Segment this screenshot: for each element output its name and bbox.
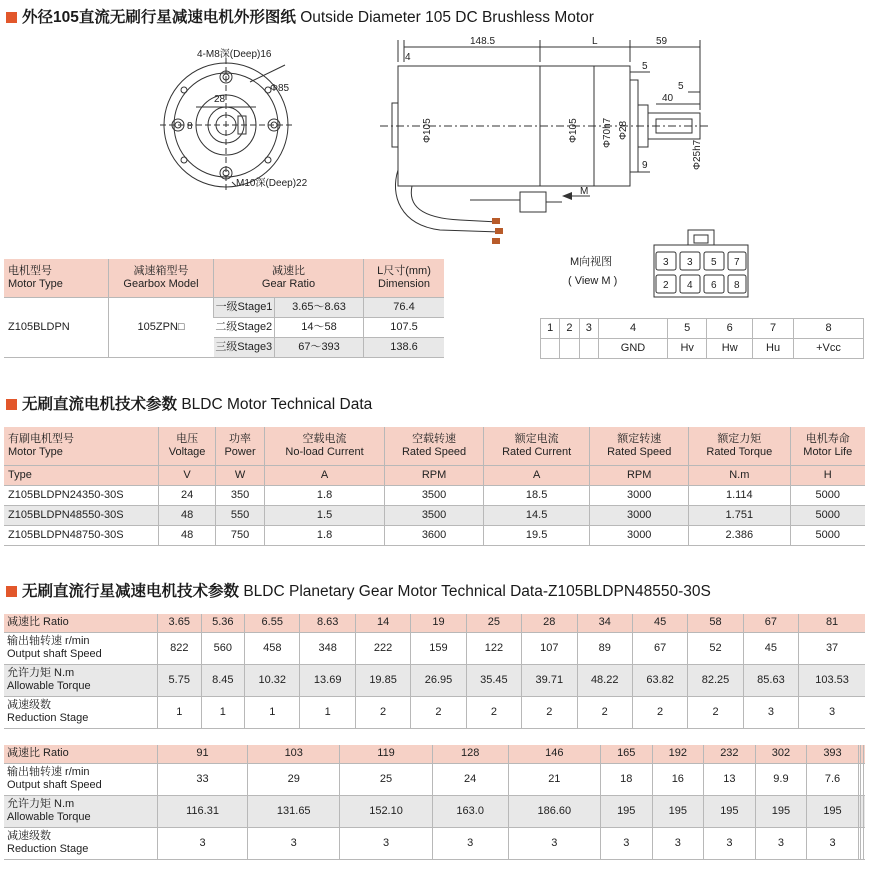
gear-cell: 3 [340, 827, 432, 859]
unit-cell: A [484, 465, 590, 485]
gear-cell: 45 [743, 632, 798, 664]
gear-cell: 82.25 [688, 664, 743, 696]
gear-cell: 195 [704, 795, 756, 827]
gear-cell: 21 [508, 763, 600, 795]
view-label-en: ( View M ) [568, 275, 618, 287]
gear-cell: 19 [411, 614, 466, 632]
gear-title-cn: 无刷直流行星减速电机技术参数 [22, 583, 240, 600]
gear-cell: 3 [432, 827, 508, 859]
gear-cell: 29 [248, 763, 340, 795]
gear-row-ratio [4, 614, 865, 632]
gear-cell: 222 [355, 632, 410, 664]
label-M: M [580, 186, 589, 197]
pin-signal: Hw [707, 339, 753, 359]
table-cell: 5000 [790, 505, 865, 525]
gear-cell: 1 [300, 696, 355, 728]
gear-cell: 232 [704, 745, 756, 763]
pin-bottom-3: 6 [711, 280, 717, 291]
label-holes: 4-M8深(Deep)16 [197, 49, 272, 60]
header-motor-life: 电机寿命 Motor Life [790, 427, 865, 465]
gear-cell: 195 [600, 795, 652, 827]
section-marker-icon [6, 399, 17, 410]
gear-cell: 163.0 [432, 795, 508, 827]
gear-cell: 195 [755, 795, 807, 827]
gear-row-torque [4, 664, 865, 696]
table-cell: Z105BLDPN48550-30S [4, 505, 159, 525]
gear-cell: 25 [466, 614, 521, 632]
pin-bottom-2: 4 [687, 280, 693, 291]
pin-number: 2 [560, 319, 579, 339]
header-rated-speed: 额定转速 Rated Speed [590, 427, 689, 465]
pin-signal: +Vcc [794, 339, 864, 359]
gear-data-table-1 [4, 614, 865, 729]
table-cell: 24 [159, 485, 216, 505]
gear-row-speed [4, 632, 865, 664]
gear-cell: 5.75 [158, 664, 202, 696]
gear-cell: 1 [245, 696, 300, 728]
gear-cell: 67 [632, 632, 687, 664]
table-cell: 550 [216, 505, 265, 525]
table-cell: 48 [159, 505, 216, 525]
label-d59: 59 [656, 36, 668, 47]
section-marker-icon [6, 586, 17, 597]
gear-cell: 3.65 [158, 614, 202, 632]
motor-model-cell: Z105BLDPN [4, 297, 109, 357]
gear-cell: 7.6 [807, 763, 859, 795]
table-cell: 3600 [385, 525, 484, 545]
gear-cell: 14 [355, 614, 410, 632]
header-voltage: 电压 Voltage [159, 427, 216, 465]
gear-cell: 2 [688, 696, 743, 728]
gear-cell: 2 [522, 696, 577, 728]
gear-cell: 3 [755, 827, 807, 859]
pin-bottom-4: 8 [734, 280, 740, 291]
table-cell: 750 [216, 525, 265, 545]
tech-section-title [6, 392, 372, 414]
pin-signal: Hv [668, 339, 707, 359]
gear-cell: 348 [300, 632, 355, 664]
header-gearbox: 减速箱型号 Gearbox Model [109, 259, 214, 297]
label-phi105a: Φ105 [422, 118, 433, 143]
gear-cell: 131.65 [248, 795, 340, 827]
header-motor-type: 电机型号 Motor Type [4, 259, 109, 297]
table-cell: 14.5 [484, 505, 590, 525]
table-cell: 18.5 [484, 485, 590, 505]
gearbox-model-cell: 105ZPN□ [109, 297, 214, 357]
tech-data-table [4, 427, 865, 546]
gear-cell: 195 [807, 795, 859, 827]
drawing-section-title [6, 5, 594, 27]
header-noload-speed: 空载转速 Rated Speed [385, 427, 484, 465]
stage-cell: 二级Stage2 [214, 317, 275, 337]
table-cell: 5000 [790, 485, 865, 505]
gear-cell: 103 [248, 745, 340, 763]
gear-cell: 16 [652, 763, 704, 795]
gear-cell: 13.69 [300, 664, 355, 696]
pin-signal [579, 339, 598, 359]
header-rated-torque: 额定力矩 Rated Torque [689, 427, 790, 465]
pin-number: 3 [579, 319, 598, 339]
label-dL: L [592, 36, 598, 47]
unit-cell: N.m [689, 465, 790, 485]
gear-cell: 3 [158, 827, 248, 859]
header-motor-type: 有刷电机型号 Motor Type [4, 427, 159, 465]
table-cell: Z105BLDPN48750-30S [4, 525, 159, 545]
label-phi70: Φ70h7 [602, 117, 613, 148]
gear-cell: 8.45 [201, 664, 245, 696]
gear-title-en: BLDC Planetary Gear Motor Technical Data-Z105BLDPN48550-30S [243, 583, 711, 600]
gear-row-label: 减速级数 Reduction Stage [4, 696, 158, 728]
gear-row-ratio [4, 745, 865, 763]
drawing-title-en: Outside Diameter 105 DC Brushless Motor [300, 9, 594, 26]
gear-cell: 91 [158, 745, 248, 763]
gear-cell: 3 [799, 696, 865, 728]
gear-row-label: 允许力矩 N.m Allowable Torque [4, 664, 158, 696]
stage-cell: 一级Stage1 [214, 297, 275, 317]
header-dimension: L尺寸(mm) Dimension [364, 259, 445, 297]
unit-cell: RPM [385, 465, 484, 485]
gear-row-label: 输出轴转速 r/min Output shaft Speed [4, 632, 158, 664]
gear-cell: 107 [522, 632, 577, 664]
pin-top-3: 5 [711, 257, 717, 268]
pin-bottom-1: 2 [663, 280, 669, 291]
ratio-cell: 67～393 [275, 337, 364, 357]
gear-cell: 2 [632, 696, 687, 728]
gear-cell: 5.36 [201, 614, 245, 632]
pin-top-1: 3 [663, 257, 669, 268]
gear-row-label: 减速比 Ratio [4, 614, 158, 632]
drawing-title-cn: 外径105直流无刷行星减速电机外形图纸 [22, 9, 296, 26]
gear-cell: 165 [600, 745, 652, 763]
unit-cell: A [264, 465, 384, 485]
table-cell: 3000 [590, 505, 689, 525]
gear-cell: 28 [522, 614, 577, 632]
view-label-cn: M向视图 [570, 256, 613, 268]
label-d9: 9 [642, 160, 648, 171]
gear-cell: 63.82 [632, 664, 687, 696]
gear-cell [864, 745, 865, 763]
header-power: 功率 Power [216, 427, 265, 465]
pin-number: 1 [541, 319, 560, 339]
gear-cell: 2 [411, 696, 466, 728]
gear-cell: 103.53 [799, 664, 865, 696]
label-d8: 8 [187, 121, 193, 132]
gear-cell: 48.22 [577, 664, 632, 696]
table-row [4, 505, 865, 525]
label-phi25: Φ25h7 [692, 139, 703, 170]
dimension-cell: 107.5 [364, 317, 445, 337]
pin-signal [541, 339, 560, 359]
motor-dimension-table [4, 259, 444, 358]
gear-cell: 3 [743, 696, 798, 728]
gear-cell: 52 [688, 632, 743, 664]
gear-cell: 128 [432, 745, 508, 763]
table-row [4, 525, 865, 545]
label-phi85: Φ85 [270, 83, 290, 94]
gear-cell: 3 [652, 827, 704, 859]
gear-cell: 393 [807, 745, 859, 763]
pin-top-4: 7 [734, 257, 740, 268]
table-cell: 3500 [385, 505, 484, 525]
table-cell: 1.114 [689, 485, 790, 505]
tech-title-en: BLDC Motor Technical Data [181, 396, 373, 413]
section-marker-icon [6, 12, 17, 23]
gear-cell: 3 [600, 827, 652, 859]
table-cell: 3000 [590, 525, 689, 545]
gear-data-table-2 [4, 745, 865, 860]
pin-number: 5 [668, 319, 707, 339]
unit-cell: W [216, 465, 265, 485]
gear-row-torque [4, 795, 865, 827]
header-noload-current: 空载电流 No-load Current [264, 427, 384, 465]
table-cell: 1.5 [264, 505, 384, 525]
dimension-cell: 76.4 [364, 297, 445, 317]
gear-cell: 458 [245, 632, 300, 664]
table-cell: 1.8 [264, 525, 384, 545]
gear-cell: 1 [158, 696, 202, 728]
gear-cell: 3 [807, 827, 859, 859]
gear-cell: 18 [600, 763, 652, 795]
gear-cell: 116.31 [158, 795, 248, 827]
table-cell: 5000 [790, 525, 865, 545]
pin-number: 8 [794, 319, 864, 339]
label-phi28: Φ28 [618, 120, 629, 140]
gear-cell: 25 [340, 763, 432, 795]
label-d28: 28 [214, 94, 226, 105]
gear-cell: 152.10 [340, 795, 432, 827]
gear-cell: 3 [704, 827, 756, 859]
pin-signal: Hu [753, 339, 794, 359]
label-phi105b: Φ105 [568, 118, 579, 143]
gear-row-label: 减速级数 Reduction Stage [4, 827, 158, 859]
table-cell: 3000 [590, 485, 689, 505]
gear-cell: 85.63 [743, 664, 798, 696]
label-d5a: 5 [642, 61, 648, 72]
gear-cell: 192 [652, 745, 704, 763]
gear-cell: 1 [201, 696, 245, 728]
gear-cell: 159 [411, 632, 466, 664]
gear-cell: 39.71 [522, 664, 577, 696]
table-cell: Z105BLDPN24350-30S [4, 485, 159, 505]
pin-top-2: 3 [687, 257, 693, 268]
gear-cell [864, 795, 865, 827]
gear-cell: 3 [248, 827, 340, 859]
gear-cell: 67 [743, 614, 798, 632]
gear-cell: 58 [688, 614, 743, 632]
pin-number: 6 [707, 319, 753, 339]
pin-number: 7 [753, 319, 794, 339]
table-cell: 1.751 [689, 505, 790, 525]
label-m10: M10深(Deep)22 [236, 178, 308, 189]
gear-cell: 45 [632, 614, 687, 632]
gear-cell: 13 [704, 763, 756, 795]
table-cell: 2.386 [689, 525, 790, 545]
gear-cell: 81 [799, 614, 865, 632]
gear-cell: 302 [755, 745, 807, 763]
table-cell: 1.8 [264, 485, 384, 505]
label-d40: 40 [662, 93, 674, 104]
gear-cell: 119 [340, 745, 432, 763]
gear-row-label: 输出轴转速 r/min Output shaft Speed [4, 763, 158, 795]
pin-signal: GND [598, 339, 667, 359]
gear-row-label: 允许力矩 N.m Allowable Torque [4, 795, 158, 827]
gear-cell [864, 827, 865, 859]
gear-cell: 3 [508, 827, 600, 859]
gear-cell: 9.9 [755, 763, 807, 795]
label-d4: 4 [405, 52, 411, 63]
gear-cell: 2 [355, 696, 410, 728]
gear-row-label: 减速比 Ratio [4, 745, 158, 763]
gear-cell: 35.45 [466, 664, 521, 696]
gear-cell: 19.85 [355, 664, 410, 696]
tech-title-cn: 无刷直流电机技术参数 [22, 396, 178, 413]
pin-map-table [540, 318, 864, 359]
label-d148: 148.5 [470, 36, 496, 47]
gear-cell: 26.95 [411, 664, 466, 696]
dimension-cell: 138.6 [364, 337, 445, 357]
pin-number: 4 [598, 319, 667, 339]
ratio-cell: 14～58 [275, 317, 364, 337]
gear-cell: 822 [158, 632, 202, 664]
gear-section-title [6, 579, 711, 601]
gear-cell: 6.55 [245, 614, 300, 632]
unit-cell: Type [4, 465, 159, 485]
gear-cell: 195 [652, 795, 704, 827]
table-row [4, 485, 865, 505]
pin-signal [560, 339, 579, 359]
header-rated-current: 额定电流 Rated Current [484, 427, 590, 465]
gear-cell: 10.32 [245, 664, 300, 696]
gear-cell: 186.60 [508, 795, 600, 827]
label-d5b: 5 [678, 81, 684, 92]
gear-row-stage [4, 696, 865, 728]
gear-cell: 122 [466, 632, 521, 664]
header-gear-ratio: 减速比 Gear Ratio [214, 259, 364, 297]
gear-cell: 89 [577, 632, 632, 664]
unit-cell: RPM [590, 465, 689, 485]
ratio-cell: 3.65～8.63 [275, 297, 364, 317]
gear-cell: 24 [432, 763, 508, 795]
table-cell: 3500 [385, 485, 484, 505]
gear-cell: 2 [466, 696, 521, 728]
gear-cell: 560 [201, 632, 245, 664]
gear-cell: 8.63 [300, 614, 355, 632]
gear-cell: 146 [508, 745, 600, 763]
gear-cell: 33 [158, 763, 248, 795]
gear-row-speed [4, 763, 865, 795]
unit-cell: V [159, 465, 216, 485]
table-cell: 350 [216, 485, 265, 505]
gear-cell: 34 [577, 614, 632, 632]
unit-cell: H [790, 465, 865, 485]
stage-cell: 三级Stage3 [214, 337, 275, 357]
gear-cell: 2 [577, 696, 632, 728]
table-cell: 48 [159, 525, 216, 545]
table-cell: 19.5 [484, 525, 590, 545]
gear-cell: 37 [799, 632, 865, 664]
gear-row-stage [4, 827, 865, 859]
gear-cell [864, 763, 865, 795]
